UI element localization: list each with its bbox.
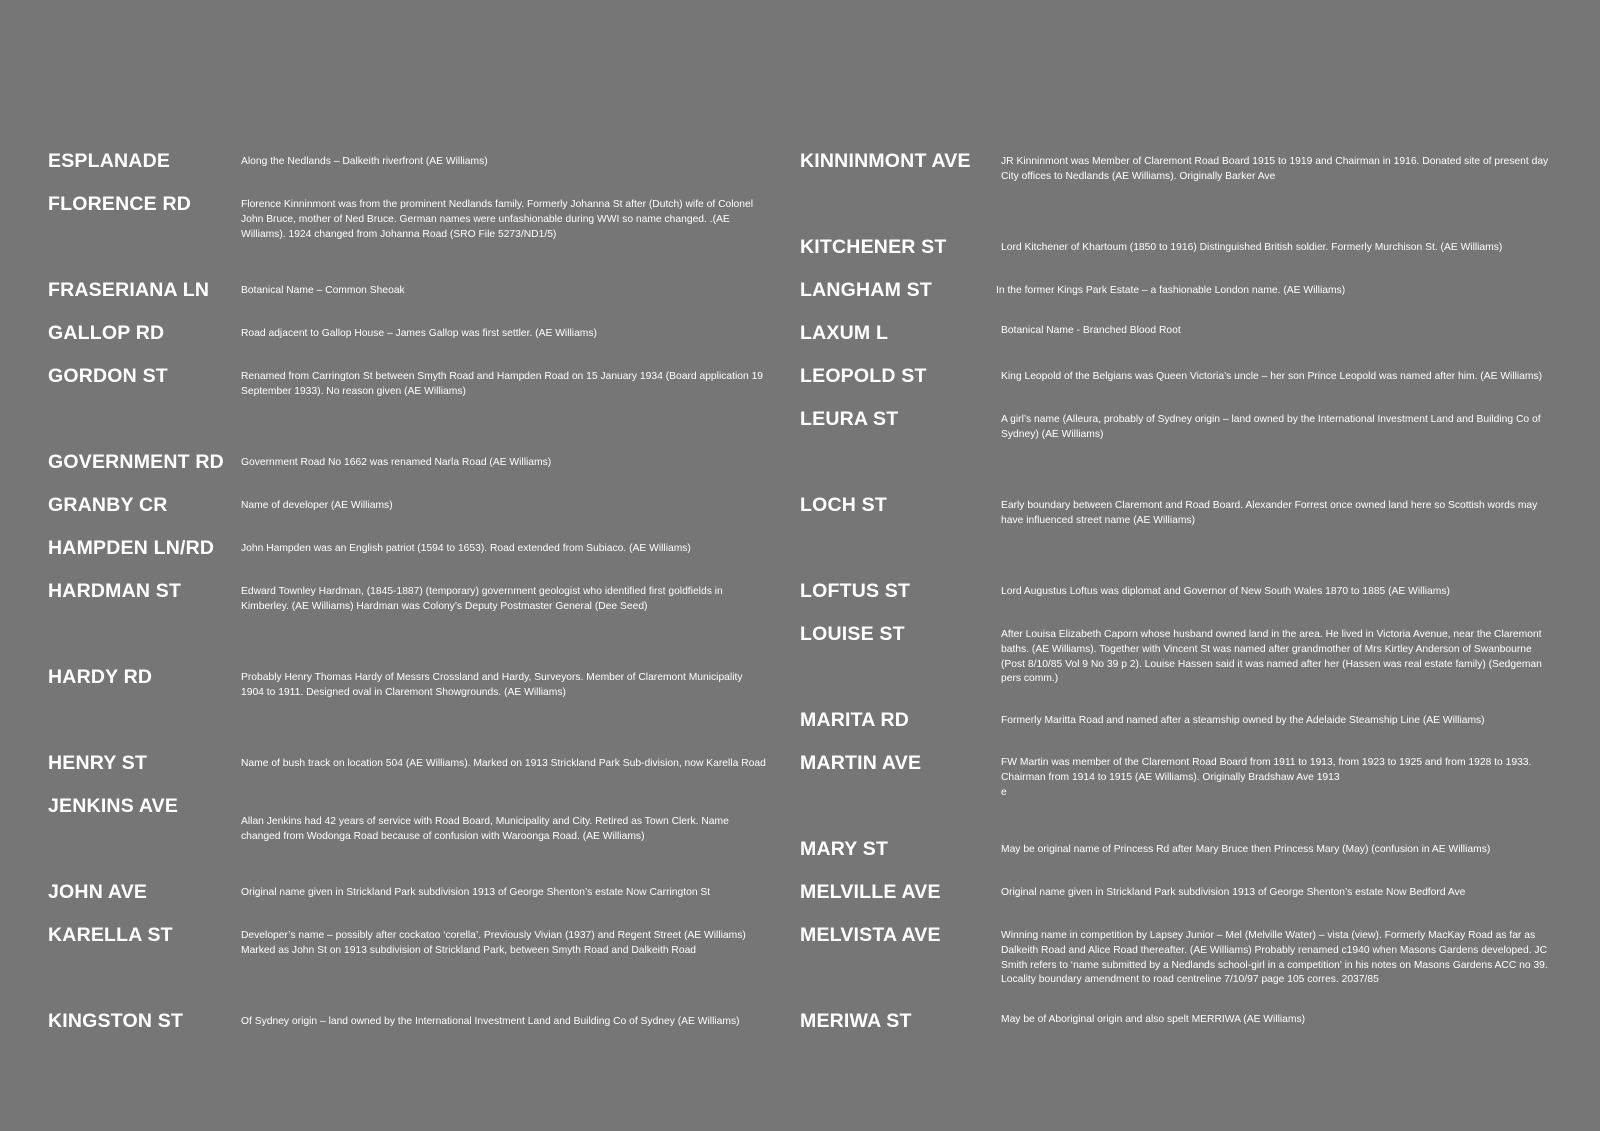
street-description: FW Martin was member of the Claremont Road Board from 1911 to 1913, from 1923 to 1925 and from 1928 to 1933. Chairman from 1914 to 1915 (AE Williams). Originally Bradshaw Ave 1913 e: [1001, 757, 1532, 798]
street-entry: [800, 924, 1552, 1004]
street-entry: [48, 666, 778, 746]
street-name: KITCHENER ST: [800, 236, 947, 258]
street-name: GOVERNMENT RD: [48, 451, 224, 473]
street-name: MELVISTA AVE: [800, 924, 941, 946]
street-name: JENKINS AVE: [48, 795, 179, 817]
street-name: LOCH ST: [800, 494, 887, 516]
street-description: May be original name of Princess Rd after Mary Bruce then Princess Mary (May) (confusion in AE Williams): [1001, 844, 1491, 855]
street-entry: [48, 365, 778, 445]
street-name: GORDON ST: [48, 365, 168, 387]
street-entry: [800, 494, 1552, 574]
street-name: LEOPOLD ST: [800, 365, 927, 387]
street-description: JR Kinninmont was Member of Claremont Road Board 1915 to 1919 and Chairman in 1916. Donated site of present day City offices to Nedlands (AE Williams). Originally Barker Ave: [1001, 156, 1549, 182]
street-name: JOHN AVE: [48, 881, 148, 903]
street-name: LOUISE ST: [800, 623, 905, 645]
street-description: Florence Kinninmont was from the prominent Nedlands family. Formerly Johanna St after (Dutch) wife of Colonel John Bruce, mother of Ned Bruce. German names were unfashionable during WWI so name changed. .(AE Williams). 1924 changed from Johanna Road (SRO File 5273/ND1/5): [241, 199, 754, 240]
street-description: Original name given in Strickland Park subdivision 1913 of George Shenton’s estate Now Carrington St: [241, 887, 711, 898]
street-name: ESPLANADE: [48, 150, 171, 172]
street-description: Along the Nedlands – Dalkeith riverfront (AE Williams): [241, 156, 488, 167]
street-description: Original name given in Strickland Park subdivision 1913 of George Shenton’s estate Now Bedford Ave: [1001, 887, 1466, 898]
street-description: Winning name in competition by Lapsey Junior – Mel (Melville Water) – vista (view). Formerly MacKay Road as far as Dalkeith Road and Alice Road thereafter. (AE Williams) Probably renamed c1940 when Masons Gardens developed. JC Smith refers to ‘name submitted by a Nedlands school-girl in a competition’ in his notes on Masons Gardens ACC no 39. Locality boundary amendment to road centreline 7/10/97 page 105 corres. 2037/85: [1001, 930, 1548, 986]
street-description: Early boundary between Claremont and Road Board. Alexander Forrest once owned land here so Scottish words may have influenced street name (AE Williams): [1001, 500, 1538, 526]
street-entry: [800, 1010, 1552, 1090]
street-description: Probably Henry Thomas Hardy of Messrs Crossland and Hardy, Surveyors. Member of Claremont Municipality 1904 to 1911. Designed oval in Claremont Showgrounds. (AE Williams): [241, 672, 743, 698]
street-name: HARDY RD: [48, 666, 153, 688]
street-name: HAMPDEN LN/RD: [48, 537, 215, 559]
street-name: HENRY ST: [48, 752, 148, 774]
street-entry: [48, 795, 778, 875]
street-name: MERIWA ST: [800, 1010, 912, 1032]
street-description: Of Sydney origin – land owned by the International Investment Land and Building Co of Sydney (AE Williams): [241, 1016, 740, 1027]
street-name: LOFTUS ST: [800, 580, 911, 602]
street-description: Allan Jenkins had 42 years of service with Road Board, Municipality and City. Retired as Town Clerk. Name changed from Wodonga Road because of confusion with Waroonga Road. (AE Williams): [241, 816, 729, 842]
street-name: MARITA RD: [800, 709, 910, 731]
street-name: LEURA ST: [800, 408, 899, 430]
street-description: In the former Kings Park Estate – a fashionable London name. (AE Williams): [996, 285, 1346, 296]
street-description: Renamed from Carrington St between Smyth Road and Hampden Road on 15 January 1934 (Board application 19 September 1933). No reason given (AE Williams): [241, 371, 764, 397]
street-description: Edward Townley Hardman, (1845-1887) (temporary) government geologist who identified first goldfields in Kimberley. (AE Williams) Hardman was Colony’s Deputy Postmaster General (Dee Seed): [241, 586, 723, 612]
street-description: Formerly Maritta Road and named after a steamship owned by the Adelaide Steamship Line (AE Williams): [1001, 715, 1485, 726]
street-description: May be of Aboriginal origin and also spelt MERRIWA (AE Williams): [1001, 1014, 1306, 1025]
street-name: FLORENCE RD: [48, 193, 192, 215]
street-description: After Louisa Elizabeth Caporn whose husband owned land in the area. He lived in Victoria Avenue, near the Claremont baths. (AE Williams). Together with Vincent St was named after grandmother of Mrs Kirtley Anderson of Swanbourne (Post 8/10/85 Vol 9 No 39 p 2). Louise Hassen said it was named after her (Hassen was real estate family) (Sedgeman pers comm.): [1001, 629, 1542, 685]
street-description: Botanical Name – Common Sheoak: [241, 285, 405, 296]
street-entry: [48, 1010, 778, 1090]
street-name: FRASERIANA LN: [48, 279, 210, 301]
street-description: Lord Kitchener of Khartoum (1850 to 1916) Distinguished British soldier. Formerly Murchison St. (AE Williams): [1001, 242, 1503, 253]
street-name: GALLOP RD: [48, 322, 165, 344]
street-name: KARELLA ST: [48, 924, 173, 946]
street-name: MARY ST: [800, 838, 889, 860]
street-description: Government Road No 1662 was renamed Narla Road (AE Williams): [241, 457, 552, 468]
street-description: Name of bush track on location 504 (AE Williams). Marked on 1913 Strickland Park Sub-division, now Karella Road: [241, 758, 766, 769]
street-description: Lord Augustus Loftus was diplomat and Governor of New South Wales 1870 to 1885 (AE Williams): [1001, 586, 1450, 597]
street-entry: [800, 623, 1552, 703]
street-entry: [800, 408, 1552, 488]
street-name: LAXUM L: [800, 322, 889, 344]
street-name: KINNINMONT AVE: [800, 150, 971, 172]
street-name: HARDMAN ST: [48, 580, 182, 602]
street-name: MARTIN AVE: [800, 752, 922, 774]
street-name: GRANBY CR: [48, 494, 168, 516]
street-entry: [800, 150, 1552, 230]
street-name: MELVILLE AVE: [800, 881, 941, 903]
street-entry: [800, 752, 1552, 832]
street-description: John Hampden was an English patriot (1594 to 1653). Road extended from Subiaco. (AE Williams): [241, 543, 691, 554]
street-name: KINGSTON ST: [48, 1010, 184, 1032]
street-description: Road adjacent to Gallop House – James Gallop was first settler. (AE Williams): [241, 328, 597, 339]
street-description: King Leopold of the Belgians was Queen Victoria’s uncle – her son Prince Leopold was named after him. (AE Williams): [1001, 371, 1543, 382]
street-description: Botanical Name - Branched Blood Root: [1001, 325, 1181, 336]
street-entry: [48, 580, 778, 660]
street-name: LANGHAM ST: [800, 279, 932, 301]
street-entry: [48, 924, 778, 1004]
street-description: A girl’s name (Alleura, probably of Sydney origin – land owned by the International Investment Land and Building Co of Sydney) (AE Williams): [1001, 414, 1541, 440]
street-entry: [48, 193, 778, 273]
street-description: Developer’s name – possibly after cockatoo ‘corella’. Previously Vivian (1937) and Regent Street (AE Williams) Marked as John St on 1913 subdivision of Strickland Park, between Smyth Road and Dalkeith Road: [241, 930, 746, 956]
street-description: Name of developer (AE Williams): [241, 500, 393, 511]
